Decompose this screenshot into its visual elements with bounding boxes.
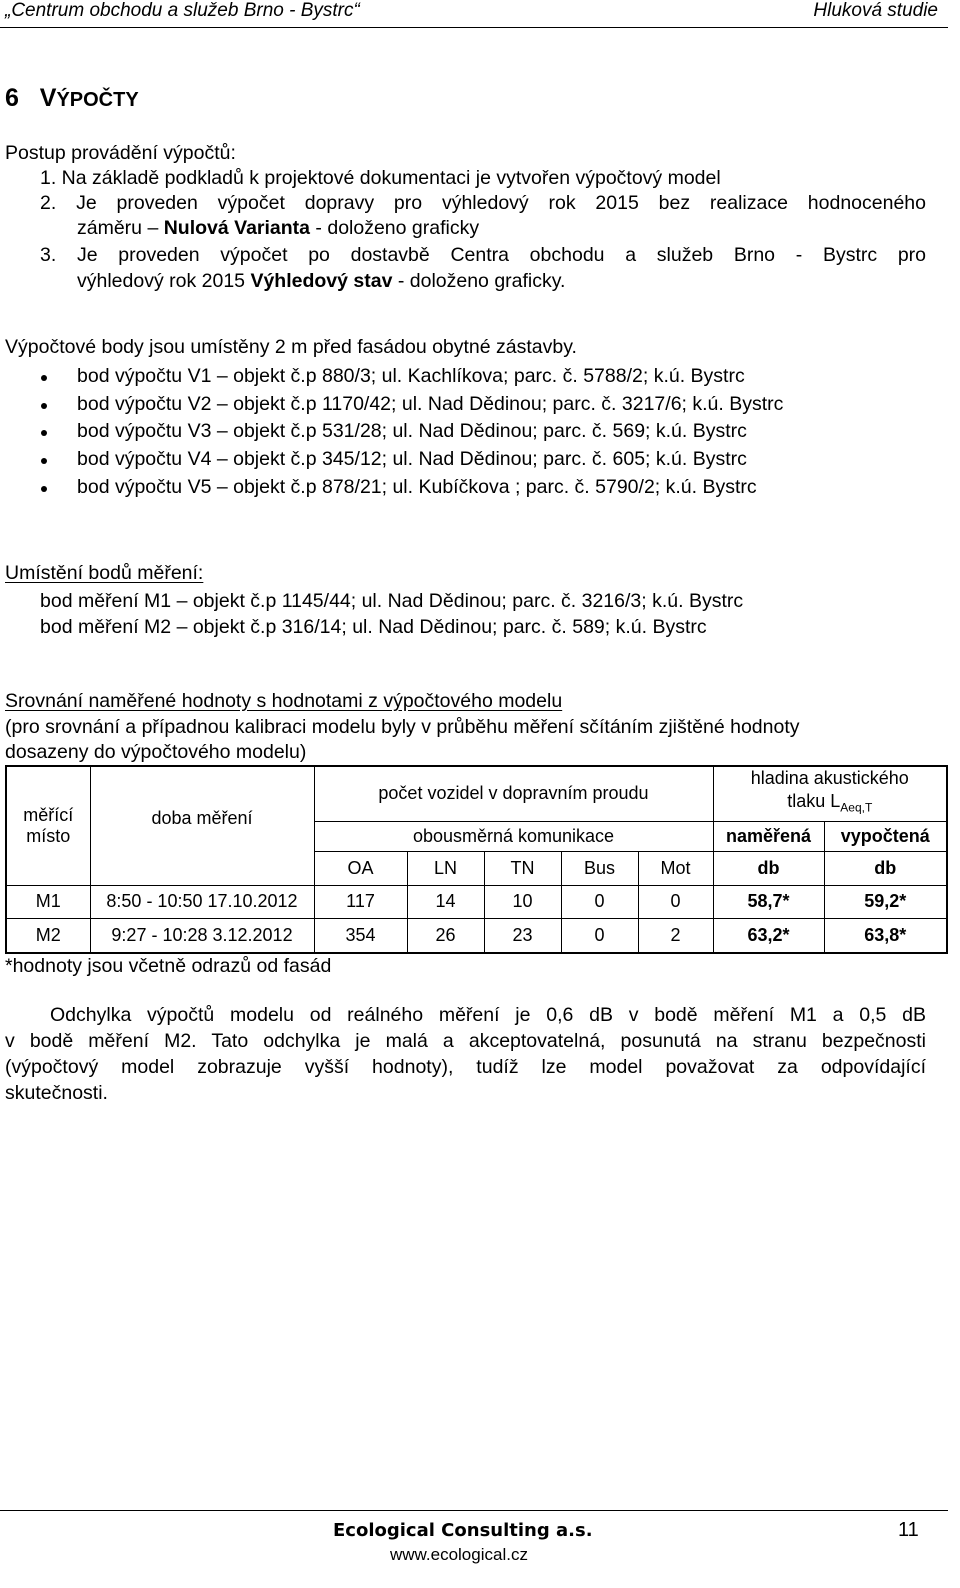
measurement-point-m1: bod měření M1 – objekt č.p 1145/44; ul. Nad Dědinou; parc. č. 3216/3; k.ú. Bystrc: [40, 590, 744, 612]
procedure-step-2: 2. Je proveden výpočet dopravy pro výhledový rok 2015 bez realizace hodnoceného: [40, 192, 926, 214]
calc-point-item: bod výpočtu V2 – objekt č.p 1170/42; ul. Nad Dědinou; parc. č. 3217/6; k.ú. Bystrc: [77, 393, 784, 415]
procedure-step-1: 1. Na základě podkladů k projektové dokumentaci je vytvořen výpočtový model: [40, 167, 721, 189]
calc-points-intro: Výpočtové body jsou umístěny 2 m před fasádou obytné zástavby.: [5, 336, 577, 358]
bullet-icon: [41, 458, 47, 464]
vyhledovy-stav-label: Výhledový stav: [250, 270, 393, 292]
col-header-tn: TN: [484, 851, 561, 885]
cell-time: 9:27 - 10:28 3.12.2012: [90, 918, 314, 953]
col-header-vehicle-count: počet vozidel v dopravním proudu: [314, 766, 713, 821]
calc-point-item: bod výpočtu V1 – objekt č.p 880/3; ul. Kachlíkova; parc. č. 5788/2; k.ú. Bystrc: [77, 365, 745, 387]
procedure-step-2-cont: [77, 217, 479, 240]
footer-url[interactable]: www.ecological.cz: [390, 1545, 528, 1564]
nulova-varianta-label: Nulová Varianta: [163, 217, 311, 239]
col-header-bus: Bus: [561, 851, 638, 885]
table-note: *hodnoty jsou včetně odrazů od fasád: [5, 955, 332, 977]
chapter-title-first: V: [39, 84, 57, 112]
measurement-heading: Umístění bodů měření:: [5, 562, 204, 584]
cell-ln: 26: [407, 918, 484, 953]
cell-mot: 2: [638, 918, 713, 953]
text-run: záměru –: [77, 217, 164, 239]
text-run: - doloženo graficky: [310, 217, 480, 239]
col-header-measured: naměřená: [713, 821, 824, 851]
text-run: - doloženo graficky.: [392, 270, 566, 292]
procedure-step-3: 3. Je proveden výpočet po dostavbě Centra obchodu a služeb Brno - Bystrc pro: [40, 244, 926, 266]
col-header-ln: LN: [407, 851, 484, 885]
page-number: 11: [898, 1519, 919, 1541]
cell-tn: 10: [484, 885, 561, 918]
table-row: [6, 918, 947, 953]
conclusion-line-2: v bodě měření M2. Tato odchylka je malá a akceptovatelná, posunutá na stranu bezpečnosti: [5, 1030, 926, 1052]
measurement-table: [5, 765, 948, 954]
table-row: [6, 885, 947, 918]
cell-bus: 0: [561, 885, 638, 918]
cell-place: M2: [6, 918, 90, 953]
cell-calculated: 63,8*: [824, 918, 947, 953]
procedure-intro: Postup provádění výpočtů:: [5, 142, 236, 164]
cell-oa: 354: [314, 918, 407, 953]
cell-bus: 0: [561, 918, 638, 953]
cell-ln: 14: [407, 885, 484, 918]
col-header-calculated: vypočtená: [824, 821, 947, 851]
procedure-step-3-cont: [77, 270, 565, 293]
comparison-text-2: dosazeny do výpočtového modelu): [5, 741, 307, 763]
col-header-mot: Mot: [638, 851, 713, 885]
bullet-icon: [41, 403, 47, 409]
cell-measured: 58,7*: [713, 885, 824, 918]
conclusion-line-3: (výpočtový model zobrazuje vyšší hodnoty), tudíž lze model považovat za odpovídající: [5, 1056, 926, 1078]
col-header-road: obousměrná komunikace: [314, 821, 713, 851]
bullet-icon: [41, 375, 47, 381]
col-header-time: doba měření: [90, 766, 314, 885]
col-header-sound-level: [713, 766, 947, 821]
cell-mot: 0: [638, 885, 713, 918]
text-run: výhledový rok 2015: [77, 270, 251, 292]
header-right: Hluková studie: [813, 0, 938, 21]
text-run: tlaku L: [787, 791, 841, 812]
subscript: Aeq,T: [840, 801, 873, 816]
measurement-point-m2: bod měření M2 – objekt č.p 316/14; ul. Nad Dědinou; parc. č. 589; k.ú. Bystrc: [40, 616, 707, 638]
bullet-icon: [41, 486, 47, 492]
header-rule: [0, 27, 948, 28]
chapter-title: [5, 84, 139, 113]
conclusion-line-1: Odchylka výpočtů modelu od reálného měření je 0,6 dB v bodě měření M1 a 0,5 dB: [50, 1004, 926, 1026]
text-run: hladina akustického: [750, 768, 909, 789]
col-header-db-measured: db: [713, 851, 824, 885]
cell-oa: 117: [314, 885, 407, 918]
footer-company: Ecological Consulting a.s.: [333, 1520, 593, 1541]
footer-rule: [0, 1510, 948, 1511]
chapter-title-rest: ÝPOČTY: [56, 89, 139, 111]
chapter-number: 6: [5, 84, 19, 112]
text-run: místo: [26, 825, 71, 846]
comparison-text-1: (pro srovnání a případnou kalibraci modelu byly v průběhu měření sčítáním zjištěné hodnoty: [5, 716, 800, 738]
cell-place: M1: [6, 885, 90, 918]
text-run: měřící: [23, 804, 74, 825]
col-header-db-calculated: db: [824, 851, 947, 885]
calc-point-item: bod výpočtu V3 – objekt č.p 531/28; ul. Nad Dědinou; parc. č. 569; k.ú. Bystrc: [77, 420, 747, 442]
calc-point-item: bod výpočtu V4 – objekt č.p 345/12; ul. Nad Dědinou; parc. č. 605; k.ú. Bystrc: [77, 448, 747, 470]
conclusion-line-4: skutečnosti.: [5, 1082, 108, 1104]
header-left: „Centrum obchodu a služeb Brno - Bystrc“: [5, 0, 360, 21]
cell-calculated: 59,2*: [824, 885, 947, 918]
comparison-heading: Srovnání naměřené hodnoty s hodnotami z výpočtového modelu: [5, 690, 563, 712]
calc-point-item: bod výpočtu V5 – objekt č.p 878/21; ul. Kubíčkova ; parc. č. 5790/2; k.ú. Bystrc: [77, 476, 757, 498]
bullet-icon: [41, 430, 47, 436]
cell-measured: 63,2*: [713, 918, 824, 953]
col-header-oa: OA: [314, 851, 407, 885]
cell-tn: 23: [484, 918, 561, 953]
col-header-place: [6, 766, 90, 885]
cell-time: 8:50 - 10:50 17.10.2012: [90, 885, 314, 918]
